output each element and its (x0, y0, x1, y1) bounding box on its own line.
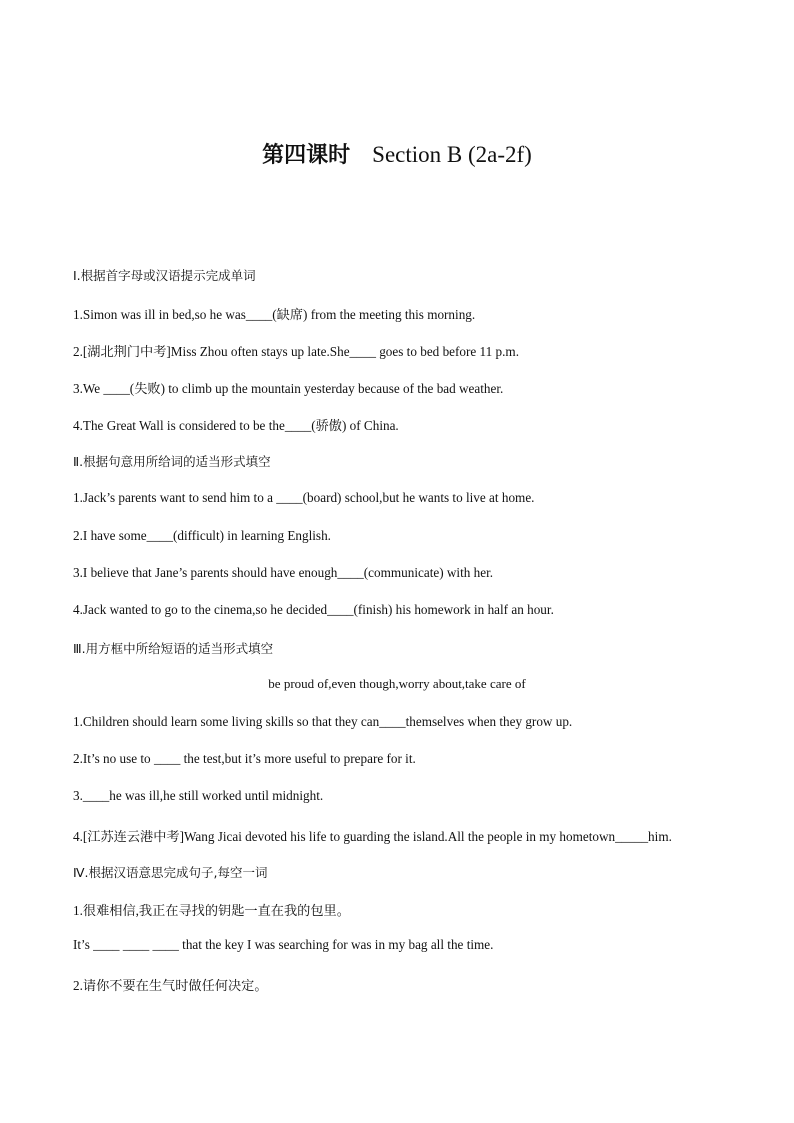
section-2-item-1: 1.Jack’s parents want to send him to a ____(board) school,but he wants to live at home. (73, 490, 535, 505)
section-1-item-4: 4.The Great Wall is considered to be the____(骄傲) of China. (73, 418, 399, 433)
section-1-heading: Ⅰ.根据首字母或汉语提示完成单词 (73, 268, 256, 283)
section-2-item-2: 2.I have some____(difficult) in learning English. (73, 528, 331, 543)
page-title (0, 138, 794, 169)
section-3-item-3: 3.____he was ill,he still worked until midnight. (73, 788, 324, 803)
section-4-item-1-en: It’s ____ ____ ____ that the key I was searching for was in my bag all the time. (73, 937, 494, 952)
section-1-item-1: 1.Simon was ill in bed,so he was____(缺席) from the meeting this morning. (73, 307, 476, 322)
section-3-item-4: 4.[江苏连云港中考]Wang Jicai devoted his life to guarding the island.All the people in my hometown_____him. (73, 829, 672, 844)
section-4-item-1-cn: 1.很难相信,我正在寻找的钥匙一直在我的包里。 (73, 903, 350, 918)
section-2-item-3: 3.I believe that Jane’s parents should have enough____(communicate) with her. (73, 565, 494, 580)
word-bank: be proud of,even though,worry about,take care of (268, 676, 526, 691)
section-4-item-2-cn: 2.请你不要在生气时做任何决定。 (73, 978, 268, 993)
title-lesson-cn: 第四课时 (262, 143, 351, 168)
section-2-heading: Ⅱ.根据句意用所给词的适当形式填空 (73, 454, 271, 469)
section-3-item-1: 1.Children should learn some living skills so that they can____themselves when they grow up. (73, 714, 573, 729)
section-4-heading: Ⅳ.根据汉语意思完成句子,每空一词 (73, 865, 268, 880)
section-3-item-2: 2.It’s no use to ____ the test,but it’s more useful to prepare for it. (73, 751, 416, 766)
section-3-heading: Ⅲ.用方框中所给短语的适当形式填空 (73, 641, 274, 656)
section-1-item-2: 2.[湖北荆门中考]Miss Zhou often stays up late.She____ goes to bed before 11 p.m. (73, 344, 519, 359)
section-2-item-4: 4.Jack wanted to go to the cinema,so he decided____(finish) his homework in half an hour. (73, 602, 554, 617)
title-section-en: Section B (2a-2f) (372, 142, 532, 167)
section-1-item-3: 3.We ____(失败) to climb up the mountain yesterday because of the bad weather. (73, 381, 504, 396)
